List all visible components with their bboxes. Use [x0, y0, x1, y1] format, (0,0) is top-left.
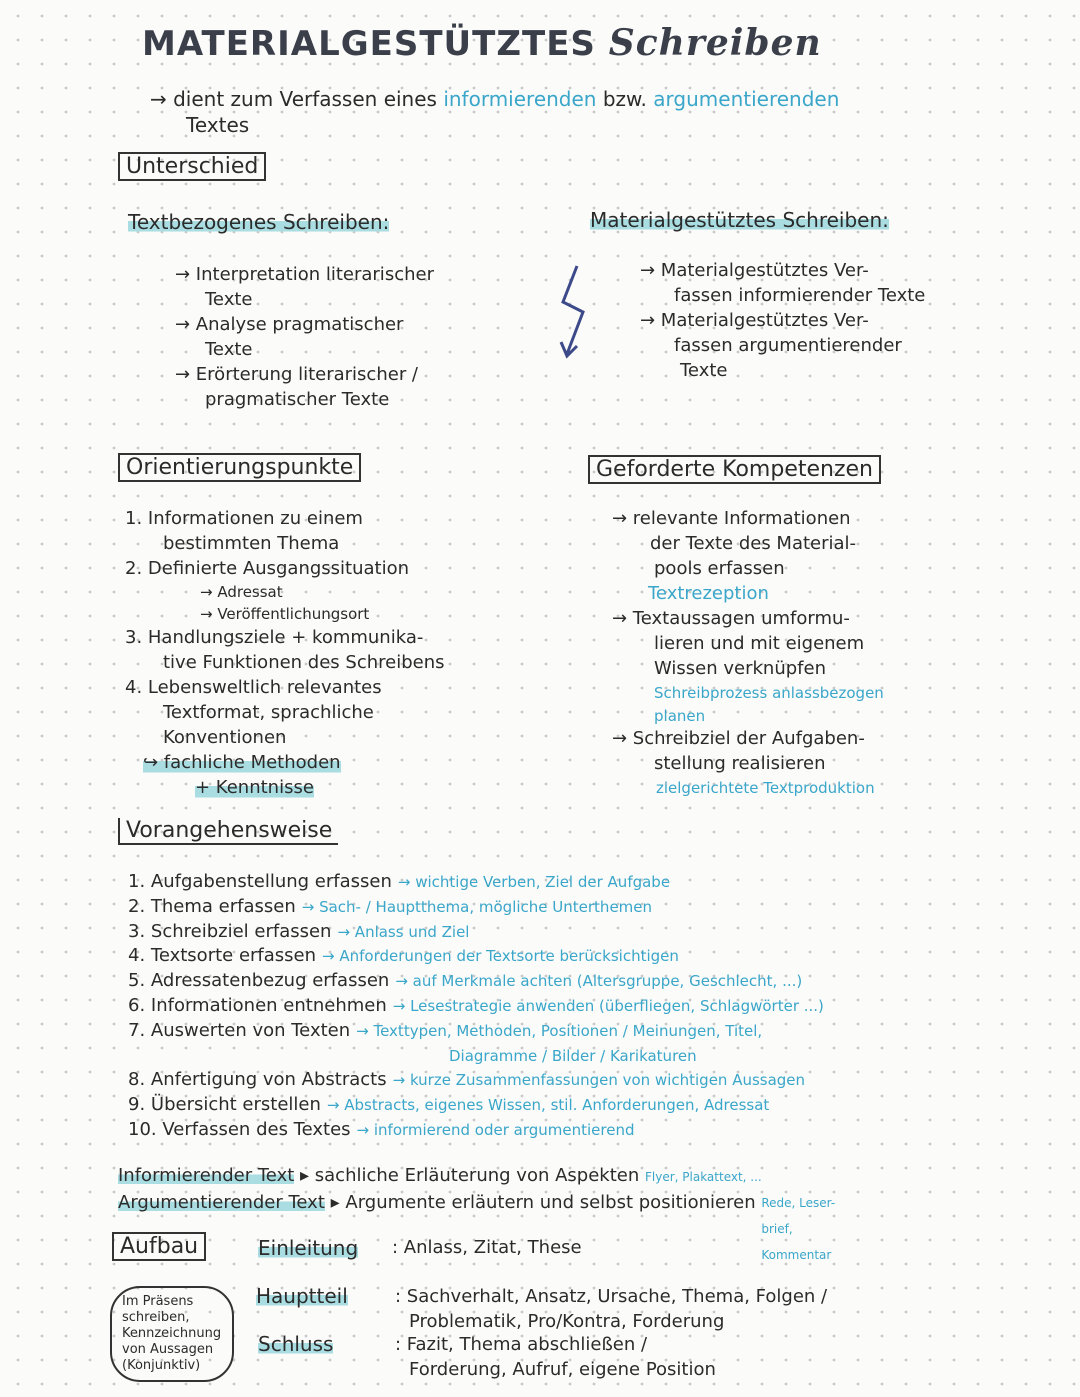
materialgestuetzt-heading: Materialgestütztes Schreiben: [590, 208, 889, 232]
textart-label: Informierender Text [118, 1165, 295, 1186]
step-row [128, 870, 824, 895]
textbezogen-heading: Textbezogenes Schreiben: [128, 210, 390, 234]
step-row [128, 1118, 824, 1143]
intro-suffix: Textes [186, 113, 250, 137]
step-note: → Texttypen, Methoden, Positionen / Meinungen, Titel, [356, 1021, 763, 1040]
orientierung-list [125, 506, 445, 800]
step-label: 1. Aufgabenstellung erfassen [128, 871, 392, 892]
step-row [128, 920, 824, 945]
list-item: Schreibprozess anlassbezogen [654, 684, 884, 702]
list-item: ↪ fachliche Methoden [143, 752, 341, 773]
step-note: → kurze Zusammenfassungen von wichtigen Aussagen [392, 1071, 806, 1090]
step-note: → Anforderungen der Textsorte berücksichtigen [322, 947, 679, 966]
aufbau-label-hauptteil: Hauptteil [256, 1284, 348, 1308]
text-line: Problematik, Pro/Kontra, Forderung [409, 1311, 725, 1332]
intro-mid: bzw. [602, 87, 647, 111]
textart-informierend [118, 1163, 851, 1190]
text-line: : Fazit, Thema abschließen / [395, 1334, 648, 1355]
intro-arguing: argumentierenden [653, 87, 840, 111]
list-item: → Interpretation literarischer [175, 264, 434, 285]
textbezogen-list [175, 262, 434, 412]
section-orientierung-heading: Orientierungspunkte [118, 453, 361, 482]
list-item: Wissen verknüpfen [654, 658, 826, 679]
list-item: Textformat, sprachliche [163, 702, 374, 723]
intro [150, 86, 839, 138]
step-row [128, 1093, 824, 1118]
list-item: lieren und mit eigenem [654, 633, 865, 654]
step-note: → Sach- / Hauptthema, mögliche Unterthemen [301, 897, 653, 916]
list-item: der Texte des Material- [650, 533, 857, 554]
step-row [128, 1068, 824, 1093]
intro-prefix: → dient zum Verfassen eines [150, 87, 437, 111]
list-item: → Schreibziel der Aufgaben- [612, 728, 865, 749]
list-item: Texte [205, 289, 253, 310]
step-note: → Lesestrategie anwenden (überfliegen, Schlagwörter ...) [392, 996, 824, 1015]
step-label: 10. Verfassen des Textes [128, 1118, 351, 1140]
list-item: → Materialgestütztes Ver- [640, 260, 869, 281]
textart-desc: ▸ Argumente erläutern und selbst positionieren [330, 1192, 756, 1213]
step-note: → Abstracts, eigenes Wissen, stil. Anforderungen, Adressat [326, 1096, 770, 1115]
list-item: → relevante Informationen [612, 508, 851, 529]
page-title [142, 22, 822, 64]
text-line: Forderung, Aufruf, eigene Position [409, 1359, 716, 1380]
materialgestuetzt-list [640, 258, 925, 383]
textart-desc: ▸ sachliche Erläuterung von Aspekten [300, 1165, 640, 1186]
note-cloud: Im Präsens schreiben, Kennzeichnung von Aussagen (Konjunktiv) [110, 1286, 234, 1382]
list-item: pools erfassen [654, 558, 785, 579]
section-kompetenzen-heading: Geforderte Kompetenzen [588, 455, 881, 484]
vorgehensweise-list [128, 870, 824, 1143]
list-item: 3. Handlungsziele + kommunika- [125, 627, 424, 648]
step-note: → auf Merkmale achten (Altersgruppe, Geschlecht, ...) [395, 972, 803, 991]
step-label: 6. Informationen entnehmen [128, 994, 387, 1016]
list-item: → Materialgestütztes Ver- [640, 310, 869, 331]
textart-examples: Flyer, Plakattext, ... [644, 1170, 762, 1184]
aufbau-einleitung-text: : Anlass, Zitat, These [392, 1237, 582, 1258]
step-row [128, 1044, 824, 1069]
title-script: Schreiben [608, 22, 822, 64]
step-label: 8. Anfertigung von Abstracts [128, 1069, 387, 1091]
list-item: Konventionen [163, 727, 287, 748]
list-item: pragmatischer Texte [205, 389, 390, 410]
list-item: Texte [205, 339, 253, 360]
list-item: fassen argumentierender [674, 335, 902, 356]
step-note: → wichtige Verben, Ziel der Aufgabe [397, 873, 671, 891]
list-item: bestimmten Thema [163, 533, 340, 554]
aufbau-label-einleitung: Einleitung [258, 1236, 359, 1260]
textart-examples: Rede, Leser-brief, Kommentar [761, 1196, 836, 1262]
list-item: planen [654, 707, 706, 725]
section-aufbau-heading: Aufbau [112, 1232, 206, 1261]
intro-informing: informierenden [443, 87, 597, 111]
list-item: → Adressat [200, 583, 283, 601]
title-main: MATERIALGESTÜTZTES [142, 24, 596, 64]
step-label: 5. Adressatenbezug erfassen [128, 970, 390, 992]
aufbau-label-schluss: Schluss [258, 1332, 334, 1356]
kompetenzen-list [612, 506, 884, 801]
step-label: 4. Textsorte erfassen [128, 945, 317, 967]
list-item: tive Funktionen des Schreibens [163, 652, 445, 673]
list-item: stellung realisieren [654, 753, 826, 774]
step-row [128, 994, 824, 1019]
step-label: 7. Auswerten von Texten [128, 1019, 351, 1041]
list-item: → Textaussagen umformu- [612, 608, 850, 629]
section-vorgehensweise-heading: Vorangehensweise [118, 818, 338, 845]
list-item: → Erörterung literarischer / [175, 364, 418, 385]
list-item: Texte [680, 360, 728, 381]
step-row [128, 969, 824, 994]
lightning-arrow-icon [555, 262, 595, 362]
section-unterschied-heading: Unterschied [118, 152, 266, 181]
list-item: → Analyse pragmatischer [175, 314, 404, 335]
step-label: 3. Schreibziel erfassen [128, 920, 332, 942]
list-item: 1. Informationen zu einem [125, 508, 363, 529]
list-item: 2. Definierte Ausgangssituation [125, 558, 410, 579]
text-line: : Sachverhalt, Ansatz, Ursache, Thema, Folgen / [395, 1286, 828, 1307]
step-row [128, 895, 824, 920]
list-item: fassen informierender Texte [674, 285, 926, 306]
step-row [128, 944, 824, 969]
list-item: Textrezeption [648, 583, 769, 604]
step-label: 2. Thema erfassen [128, 895, 296, 917]
step-note: Diagramme / Bilder / Karikaturen [449, 1046, 697, 1065]
list-item: → Veröffentlichungsort [200, 605, 370, 623]
aufbau-schluss-text [395, 1332, 716, 1382]
textart-label: Argumentierender Text [118, 1192, 325, 1213]
list-item: zielgerichtete Textproduktion [656, 779, 875, 797]
list-item: + Kenntnisse [195, 777, 314, 798]
step-row [128, 1019, 824, 1044]
step-note: → informierend oder argumentierend [356, 1120, 635, 1139]
aufbau-hauptteil-text [395, 1284, 827, 1334]
step-label: 9. Übersicht erstellen [128, 1094, 321, 1116]
list-item: 4. Lebensweltlich relevantes [125, 677, 382, 698]
step-note: → Anlass und Ziel [337, 922, 470, 941]
